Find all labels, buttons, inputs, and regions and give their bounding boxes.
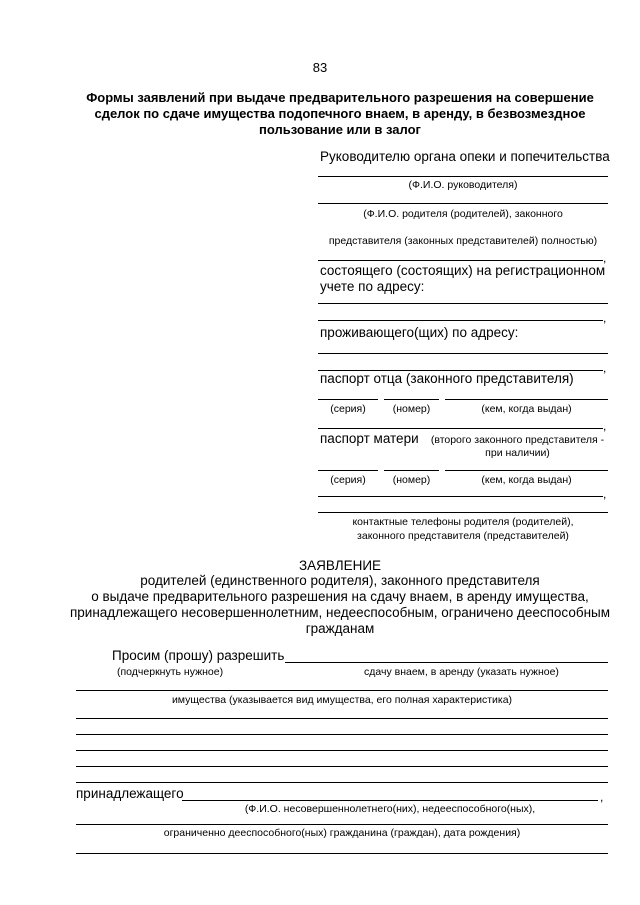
father-series-hint: (серия)	[330, 403, 366, 415]
father-issued-hint: (кем, когда выдан)	[481, 403, 572, 415]
title-line-2: сделок по сдаче имущества подопечного внаем, в аренду, в безвозмездное	[94, 106, 586, 121]
mother-number-line[interactable]	[384, 470, 439, 471]
mother-number-hint: (номер)	[392, 474, 431, 486]
parent-fio-line[interactable]	[318, 203, 608, 204]
mother-series-hint: (серия)	[330, 474, 366, 486]
request-line[interactable]	[285, 662, 608, 663]
belonging-label: принадлежащего	[76, 786, 184, 801]
page-title	[60, 90, 620, 138]
minor-fio-line[interactable]	[182, 800, 598, 801]
contacts-hint-2: законного представителя (представителей)	[357, 530, 569, 542]
contacts-hint-1: контактные телефоны родителя (родителей),	[352, 516, 574, 528]
father-issued-line[interactable]	[445, 399, 608, 400]
contacts-line[interactable]	[318, 512, 608, 513]
mother-passport-note	[420, 434, 615, 460]
extra-line[interactable]	[76, 853, 608, 854]
page-number: 83	[312, 60, 328, 75]
mother-passport-extra-line[interactable]	[318, 496, 603, 497]
addressee-to: Руководителю органа опеки и попечительства	[320, 149, 610, 164]
living-label: проживающего(щих) по адресу:	[320, 325, 519, 340]
mother-issued-hint: (кем, когда выдан)	[481, 474, 572, 486]
statement-subtitle-3: принадлежащего несовершеннолетним, недееспособным, ограничено дееспособным	[69, 605, 611, 620]
living-address-line-1[interactable]	[318, 353, 608, 354]
registered-address-line-2[interactable]	[318, 320, 603, 321]
property-description-line-5[interactable]	[76, 782, 608, 783]
property-hint: имущества (указывается вид имущества, его полная характеристика)	[171, 694, 513, 706]
mother-note-line-1: (второго законного представителя -	[430, 434, 605, 446]
registered-line-2: учете по адресу:	[320, 279, 425, 294]
father-passport-label: паспорт отца (законного представителя)	[320, 371, 574, 386]
father-passport-extra-line[interactable]	[318, 428, 603, 429]
title-line-3: пользование или в залог	[259, 122, 421, 137]
parent-fio-hint-2: представителя (законных представителей) полностью)	[328, 235, 598, 247]
property-description-line-3[interactable]	[76, 750, 608, 751]
father-number-line[interactable]	[384, 399, 439, 400]
limited-hint: ограниченно дееспособного(ных) гражданина (граждан), дата рождения)	[163, 827, 521, 839]
father-series-line[interactable]	[318, 399, 378, 400]
mother-passport-label: паспорт матери	[320, 431, 419, 446]
registered-line-1: состоящего (состоящих) на регистрационном	[320, 263, 606, 278]
mother-series-line[interactable]	[318, 470, 378, 471]
mother-note-line-2: при наличии)	[485, 447, 550, 459]
title-line-1: Формы заявлений при выдаче предварительного разрешения на совершение	[86, 90, 594, 105]
contacts-hint	[318, 515, 608, 543]
property-line[interactable]	[76, 690, 608, 691]
statement-subtitle-1: родителей (единственного родителя), законного представителя	[140, 573, 540, 588]
minor-hint: (Ф.И.О. несовершеннолетнего(них), недееспособного(ных),	[244, 803, 536, 815]
property-description-line-4[interactable]	[76, 766, 608, 767]
limited-line[interactable]	[76, 824, 608, 825]
request-label: Просим (прошу) разрешить	[112, 648, 285, 663]
property-description-line-1[interactable]	[76, 718, 608, 719]
statement-subtitle-2: о выдаче предварительного разрешения на сдачу внаем, в аренду имущества,	[91, 589, 589, 604]
parent-fio-line-2[interactable]	[318, 260, 603, 261]
parent-fio-hint-1: (Ф.И.О. родителя (родителей), законного	[363, 208, 563, 220]
statement-heading: ЗАЯВЛЕНИЕ	[298, 558, 382, 573]
statement-subtitle	[40, 573, 640, 637]
registered-label	[320, 263, 610, 295]
head-fio-hint: (Ф.И.О. руководителя)	[408, 179, 518, 191]
underline-hint: (подчеркнуть нужное)	[117, 666, 224, 678]
property-description-line-2[interactable]	[76, 734, 608, 735]
mother-issued-line[interactable]	[445, 470, 608, 471]
rent-hint: сдачу внаем, в аренду (указать нужное)	[364, 666, 559, 678]
head-fio-line[interactable]	[318, 176, 608, 177]
statement-subtitle-4: гражданам	[305, 621, 375, 636]
registered-address-line-1[interactable]	[318, 303, 608, 304]
father-number-hint: (номер)	[392, 403, 431, 415]
